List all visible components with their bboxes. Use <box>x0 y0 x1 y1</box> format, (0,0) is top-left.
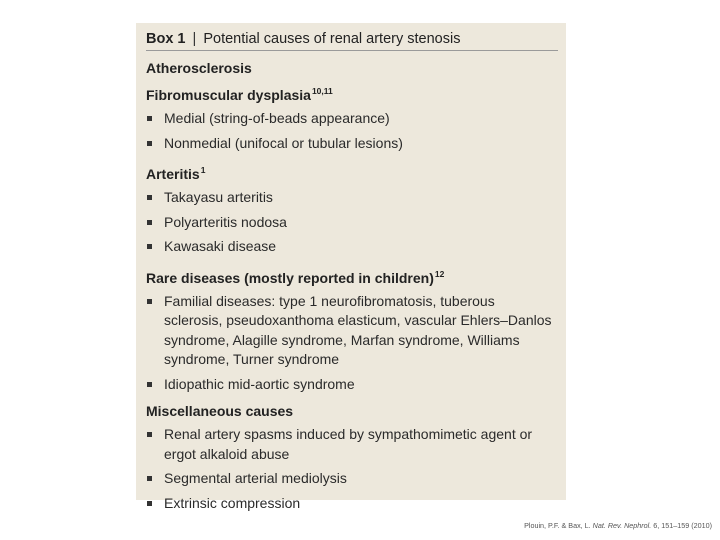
bullet-icon <box>147 299 152 304</box>
section-fibromuscular-dysplasia <box>146 82 554 153</box>
box-header <box>146 28 558 51</box>
section-heading: Miscellaneous causes <box>146 403 294 419</box>
bullet-icon <box>147 244 152 249</box>
list-item: Extrinsic compression <box>146 494 554 514</box>
list-item: Familial diseases: type 1 neurofibromatosis, tuberous sclerosis, pseudoxanthoma elasticum, vascular Ehlers–Danlos syndrome, Alagille syndrome, Marfan syndrome, Williams syndrome, Turner syndrome <box>146 292 554 370</box>
bullet-icon <box>147 476 152 481</box>
bullet-icon <box>147 116 152 121</box>
section-heading: Atherosclerosis <box>146 60 252 76</box>
box-label: Box 1 <box>146 31 186 47</box>
list-item: Medial (string-of-beads appearance) <box>146 109 554 129</box>
reference-superscript: 10,11 <box>311 86 333 96</box>
list-item: Renal artery spasms induced by sympathomimetic agent or ergot alkaloid abuse <box>146 425 554 464</box>
section-rare-diseases <box>146 265 554 395</box>
list-item: Takayasu arteritis <box>146 188 554 208</box>
list-item: Polyarteritis nodosa <box>146 213 554 233</box>
section-heading: Fibromuscular dysplasia$^{10,11}$ <box>146 86 333 103</box>
section-atherosclerosis <box>146 59 554 78</box>
citation: Plouin, P.F. & Bax, L. Nat. Rev. Nephrol. 6, 151–159 (2010) <box>524 521 712 530</box>
bullet-icon <box>147 432 152 437</box>
bullet-icon <box>147 195 152 200</box>
list-item: Idiopathic mid-aortic syndrome <box>146 375 554 395</box>
section-heading: Arteritis$^1$ <box>146 165 206 182</box>
title-separator: | <box>192 31 197 47</box>
section-heading: Rare diseases (mostly reported in children)$^{12}$ <box>146 268 445 286</box>
info-box <box>136 23 566 511</box>
reference-superscript: 12 <box>434 268 445 279</box>
section-arteritis <box>146 161 554 257</box>
list-item: Segmental arterial mediolysis <box>146 469 554 489</box>
bullet-icon <box>147 501 152 506</box>
reference-superscript: 1 <box>200 165 206 175</box>
list-item: Kawasaki disease <box>146 237 554 257</box>
list-item: Nonmedial (unifocal or tubular lesions) <box>146 134 554 154</box>
bullet-icon <box>147 382 152 387</box>
section-miscellaneous-causes <box>146 402 554 513</box>
bullet-icon <box>147 141 152 146</box>
box-title: Potential causes of renal artery stenosis <box>203 31 461 47</box>
bullet-icon <box>147 220 152 225</box>
box-content <box>146 59 554 521</box>
